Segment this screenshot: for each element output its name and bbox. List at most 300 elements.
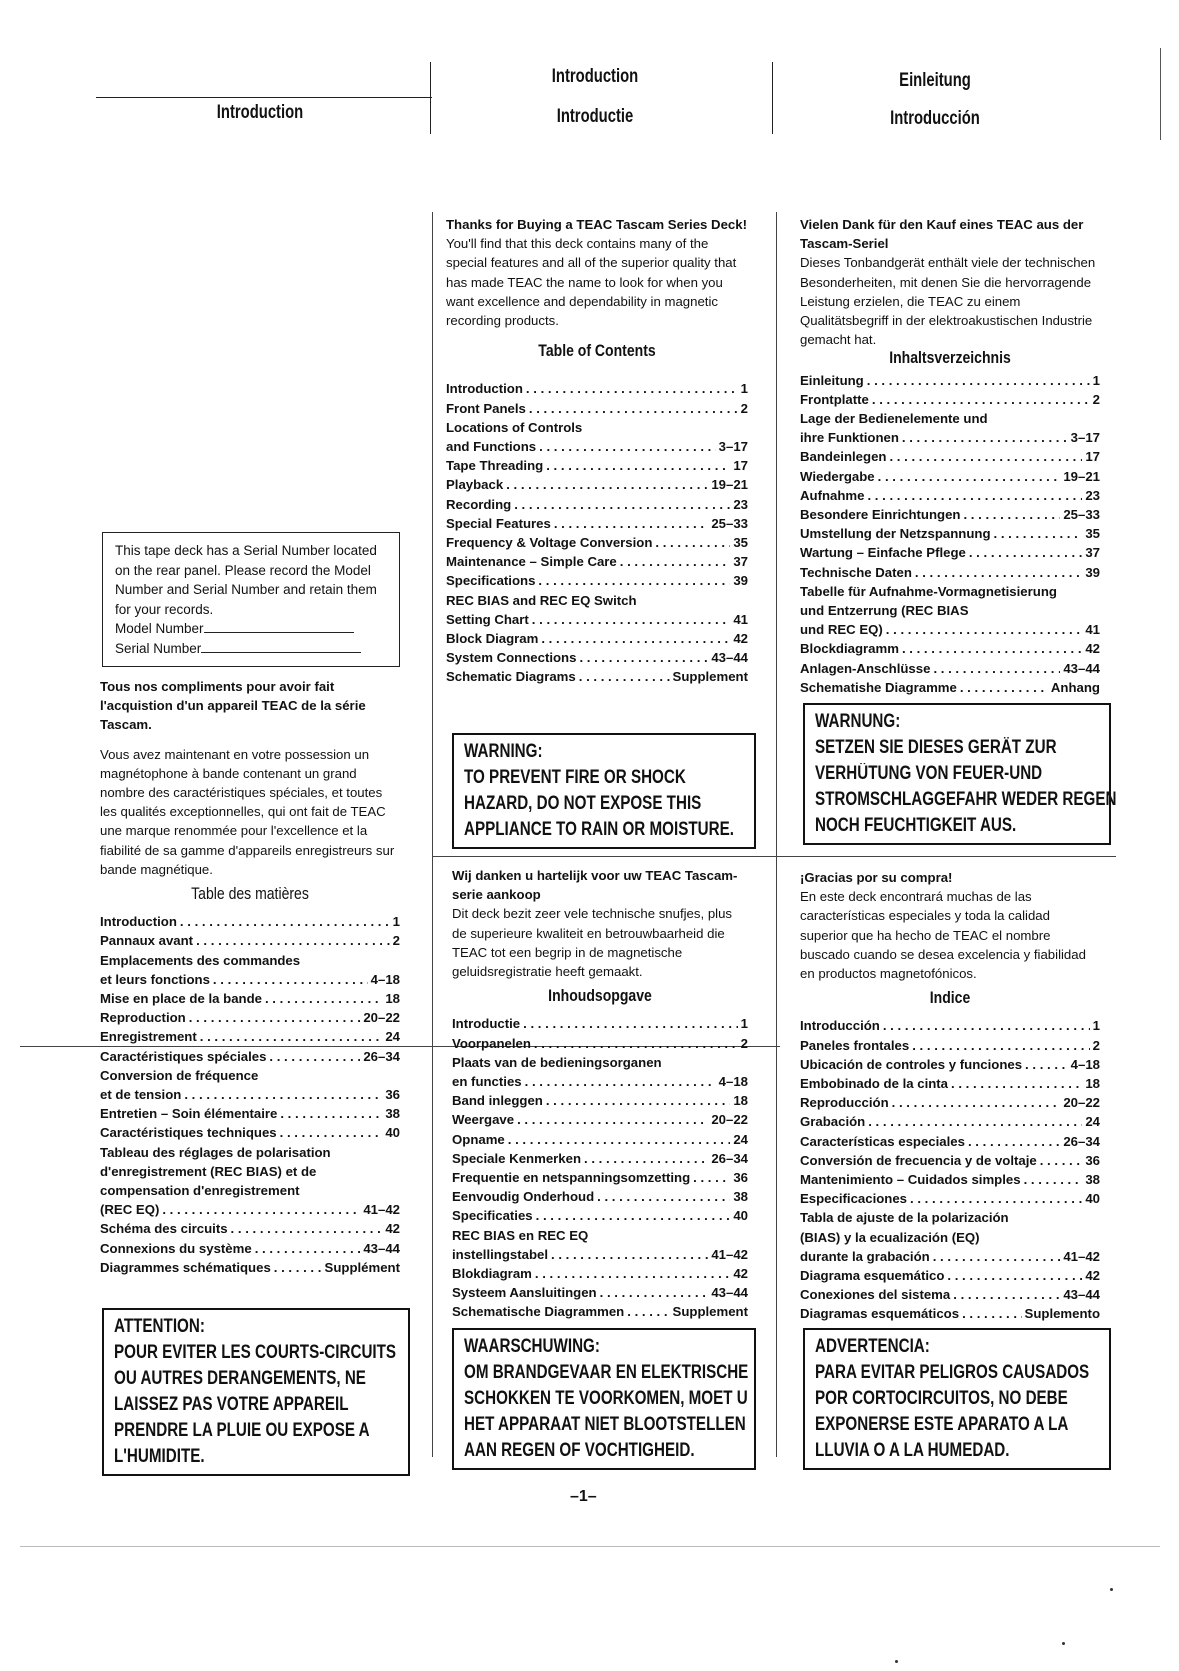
scan-speck bbox=[1062, 1642, 1065, 1645]
english-intro-body: You'll find that this deck contains many of the special features and all of the superior quality that has made TEAC the name to look for when you want excellence and dependability in magnetic recording products. bbox=[446, 236, 737, 329]
french-warning-line: ATTENTION: bbox=[114, 1316, 205, 1337]
toc-page: 41–42 bbox=[1063, 1248, 1100, 1264]
toc-leader bbox=[1025, 1055, 1068, 1074]
german-warning-line: VERHÜTUNG VON FEUER-UND bbox=[815, 763, 1043, 784]
toc-page: 36 bbox=[733, 1170, 748, 1186]
toc-page: 2 bbox=[740, 1035, 748, 1051]
toc-leader bbox=[872, 390, 1090, 409]
model-number-label: Model Number bbox=[115, 621, 204, 636]
toc-label: Playback bbox=[446, 477, 504, 493]
header-divider-right bbox=[772, 62, 773, 134]
german-warning-line: WARNUNG: bbox=[815, 711, 901, 732]
toc-row: Plaats van de bedieningsorganen bbox=[452, 1054, 662, 1070]
toc-row bbox=[452, 1149, 748, 1168]
toc-label: Caractéristiques spéciales bbox=[100, 1048, 267, 1064]
toc-row: Tableau des réglages de polarisation bbox=[100, 1144, 331, 1160]
english-warning-line: APPLIANCE TO RAIN OR MOISTURE. bbox=[464, 819, 734, 840]
toc-leader bbox=[902, 639, 1082, 658]
toc-label: Wiedergabe bbox=[800, 468, 875, 484]
toc-label: Embobinado de la cinta bbox=[800, 1076, 949, 1092]
toc-leader bbox=[162, 1200, 360, 1219]
dutch-warning-line: OM BRANDGEVAAR EN ELEKTRISCHE bbox=[464, 1362, 749, 1383]
toc-leader bbox=[514, 495, 730, 514]
toc-label: and Functions bbox=[446, 439, 537, 455]
bottom-scan-line bbox=[20, 1546, 1160, 1547]
toc-leader bbox=[189, 1008, 361, 1027]
toc-row bbox=[100, 912, 400, 931]
toc-page: 41–42 bbox=[363, 1202, 400, 1218]
toc-leader bbox=[915, 563, 1082, 582]
toc-page: 41–42 bbox=[711, 1246, 748, 1262]
toc-row bbox=[800, 1304, 1100, 1323]
toc-row bbox=[452, 1110, 748, 1129]
toc-row bbox=[800, 639, 1100, 658]
toc-row bbox=[446, 456, 748, 475]
toc-label: System Connections bbox=[446, 650, 577, 666]
toc-page: Supplement bbox=[672, 1304, 748, 1320]
toc-row bbox=[800, 1247, 1100, 1266]
toc-leader bbox=[597, 1187, 730, 1206]
toc-leader bbox=[969, 543, 1082, 562]
toc-row bbox=[446, 629, 748, 648]
french-body: Vous avez maintenant en votre possession un magnétophone à bande contenant un grand nombre des caractéristiques spéciales, et toutes les qualités exceptionnelles, qui ont fait de TEAC une marque renommée pour l'excellence et la fiabilité de sa gamme d'appareils enregistreurs sur bande magnétique. bbox=[100, 746, 395, 877]
toc-page: 43–44 bbox=[711, 1285, 748, 1301]
toc-page: 40 bbox=[733, 1208, 748, 1224]
header-rule bbox=[96, 97, 432, 98]
toc-label: Tape Threading bbox=[446, 458, 544, 474]
column-divider-2 bbox=[776, 212, 777, 1457]
header-right-top: Einleitung bbox=[899, 70, 971, 91]
spanish-intro: ¡Gracias por su compra! bbox=[800, 870, 953, 885]
toc-page: 39 bbox=[733, 573, 748, 589]
header-mid-top: Introduction bbox=[551, 66, 639, 87]
toc-leader bbox=[269, 1047, 360, 1066]
toc-page: 25–33 bbox=[1063, 507, 1100, 523]
toc-leader bbox=[947, 1266, 1082, 1285]
toc-leader bbox=[1024, 1170, 1083, 1189]
french-warning-box bbox=[102, 1308, 410, 1476]
toc-row bbox=[100, 1027, 400, 1046]
toc-label: Speciale Kenmerken bbox=[452, 1150, 582, 1166]
toc-leader bbox=[962, 1304, 1021, 1323]
toc-page: 1 bbox=[740, 381, 748, 397]
toc-row bbox=[452, 1206, 748, 1225]
toc-row bbox=[446, 571, 748, 590]
toc-row bbox=[800, 1016, 1100, 1035]
german-toc-title: Inhaltsverzeichnis bbox=[889, 349, 1011, 368]
toc-leader bbox=[265, 989, 382, 1008]
toc-page: 17 bbox=[1085, 449, 1100, 465]
toc-row bbox=[452, 1264, 748, 1283]
toc-row: REC BIAS and REC EQ Switch bbox=[446, 592, 637, 608]
spanish-warning-line: EXPONERSE ESTE APARATO A LA bbox=[815, 1414, 1069, 1435]
toc-leader bbox=[529, 399, 738, 418]
german-warning-box bbox=[803, 703, 1117, 845]
toc-row bbox=[800, 1112, 1100, 1131]
spanish-body: En este deck encontrará muchas de las características especiales y toda la calidad superior que ha hecho de TEAC el nombre buscado cuando se desea excelencia y fiabilidad en productos magnetofónicos. bbox=[800, 889, 1086, 982]
toc-leader bbox=[889, 447, 1082, 466]
toc-label: Specifications bbox=[446, 573, 536, 589]
toc-label: Einleitung bbox=[800, 372, 864, 388]
toc-row bbox=[800, 1189, 1100, 1208]
toc-label: Voorpanelen bbox=[452, 1035, 531, 1051]
toc-label: Systeem Aansluitingen bbox=[452, 1285, 597, 1301]
toc-row bbox=[800, 447, 1100, 466]
toc-row bbox=[452, 1130, 748, 1149]
french-warning-line: PRENDRE LA PLUIE OU EXPOSE A bbox=[114, 1420, 370, 1441]
toc-row bbox=[446, 399, 748, 418]
toc-row: (BIAS) y la ecualización (EQ) bbox=[800, 1229, 980, 1245]
toc-leader bbox=[525, 1072, 716, 1091]
toc-leader bbox=[867, 486, 1082, 505]
serial-box-text: This tape deck has a Serial Number located on the rear panel. Please record the Model Number and Serial Number and retain them for your records. bbox=[115, 543, 377, 617]
toc-leader bbox=[546, 1091, 730, 1110]
toc-label: Technische Daten bbox=[800, 564, 912, 580]
toc-leader bbox=[184, 1085, 382, 1104]
toc-label: Schematische Diagrammen bbox=[452, 1304, 625, 1320]
toc-row bbox=[446, 437, 748, 456]
toc-label: Schéma des circuits bbox=[100, 1221, 228, 1237]
page-number: –1– bbox=[570, 1488, 597, 1505]
french-section bbox=[100, 677, 400, 1277]
toc-leader bbox=[883, 1016, 1090, 1035]
toc-leader bbox=[280, 1104, 382, 1123]
toc-label: Introducción bbox=[800, 1018, 880, 1034]
toc-row bbox=[800, 543, 1100, 562]
toc-page: 36 bbox=[385, 1087, 400, 1103]
toc-page: 43–44 bbox=[1063, 660, 1100, 676]
toc-page: Anhang bbox=[1050, 679, 1100, 695]
model-number-line[interactable] bbox=[204, 632, 354, 633]
toc-row bbox=[800, 390, 1100, 409]
toc-row bbox=[100, 1258, 400, 1277]
toc-label: Entretien – Soin élémentaire bbox=[100, 1106, 278, 1122]
dutch-toc bbox=[452, 1014, 748, 1321]
toc-page: 4–18 bbox=[1070, 1056, 1100, 1072]
toc-label: Schematic Diagrams bbox=[446, 669, 576, 685]
toc-label: Frequentie en netspanningsomzetting bbox=[452, 1170, 691, 1186]
toc-page: 1 bbox=[740, 1016, 748, 1032]
toc-label: Bandeinlegen bbox=[800, 449, 887, 465]
toc-row bbox=[452, 1072, 748, 1091]
toc-page: 43–44 bbox=[363, 1240, 400, 1256]
toc-leader bbox=[951, 1074, 1082, 1093]
toc-page: 2 bbox=[1092, 391, 1100, 407]
toc-label: Mantenimiento – Cuidados simples bbox=[800, 1172, 1021, 1188]
toc-row bbox=[446, 533, 748, 552]
toc-label: Special Features bbox=[446, 515, 551, 531]
toc-page: 18 bbox=[733, 1093, 748, 1109]
toc-label: und REC EQ) bbox=[800, 622, 883, 638]
toc-label: durante la grabación bbox=[800, 1248, 930, 1264]
toc-row bbox=[100, 970, 400, 989]
serial-number-line[interactable] bbox=[201, 652, 361, 653]
toc-label: (REC EQ) bbox=[100, 1202, 160, 1218]
toc-page: 1 bbox=[1092, 372, 1100, 388]
toc-label: Blockdiagramm bbox=[800, 641, 899, 657]
toc-leader bbox=[627, 1302, 669, 1321]
english-toc-title: Table of Contents bbox=[538, 342, 656, 361]
toc-label: Specificaties bbox=[452, 1208, 533, 1224]
toc-page: 38 bbox=[1085, 1172, 1100, 1188]
header-right-bottom: Introducción bbox=[890, 108, 980, 129]
spanish-toc bbox=[800, 1016, 1100, 1323]
toc-label: Recording bbox=[446, 496, 512, 512]
french-warning-line: LAISSEZ PAS VOTRE APPAREIL bbox=[114, 1394, 349, 1415]
toc-leader bbox=[546, 456, 730, 475]
toc-leader bbox=[867, 371, 1090, 390]
toc-leader bbox=[538, 571, 730, 590]
english-toc bbox=[446, 379, 748, 686]
toc-page: 19–21 bbox=[1063, 468, 1100, 484]
toc-label: Pannaux avant bbox=[100, 933, 194, 949]
toc-leader bbox=[579, 648, 708, 667]
spanish-warning-line: LLUVIA O A LA HUMEDAD. bbox=[815, 1440, 1010, 1461]
german-warning-line: STROMSCHLAGGEFAHR WEDER REGEN bbox=[815, 789, 1117, 810]
toc-page: 41 bbox=[733, 611, 748, 627]
toc-page: 2 bbox=[740, 400, 748, 416]
toc-leader bbox=[968, 1132, 1060, 1151]
toc-row bbox=[446, 475, 748, 494]
column-divider-1 bbox=[432, 212, 433, 1457]
toc-row: REC BIAS en REC EQ bbox=[452, 1227, 589, 1243]
toc-leader bbox=[517, 1110, 708, 1129]
toc-row bbox=[800, 428, 1100, 447]
toc-page: 26–34 bbox=[363, 1048, 400, 1064]
spanish-warning-box bbox=[803, 1328, 1111, 1470]
toc-page: 35 bbox=[733, 535, 748, 551]
toc-leader bbox=[579, 667, 670, 686]
toc-page: 24 bbox=[385, 1029, 400, 1045]
english-section bbox=[446, 215, 748, 687]
french-warning-line: POUR EVITER LES COURTS-CIRCUITS bbox=[114, 1342, 397, 1363]
toc-label: Connexions du système bbox=[100, 1240, 252, 1256]
toc-page: 25–33 bbox=[711, 515, 748, 531]
toc-row: Emplacements des commandes bbox=[100, 952, 301, 968]
toc-row bbox=[100, 1008, 400, 1027]
toc-leader bbox=[554, 514, 709, 533]
french-warning-line: L'HUMIDITE. bbox=[114, 1446, 205, 1467]
toc-row bbox=[800, 467, 1100, 486]
toc-page: 42 bbox=[1085, 641, 1100, 657]
toc-page: 42 bbox=[733, 631, 748, 647]
toc-row bbox=[800, 1170, 1100, 1189]
toc-row: Tabla de ajuste de la polarización bbox=[800, 1210, 1009, 1226]
toc-page: 4–18 bbox=[718, 1074, 748, 1090]
toc-row bbox=[446, 514, 748, 533]
french-toc bbox=[100, 912, 400, 1277]
toc-leader bbox=[539, 437, 716, 456]
english-warning-line: HAZARD, DO NOT EXPOSE THIS bbox=[464, 793, 702, 814]
toc-leader bbox=[280, 1123, 383, 1142]
toc-page: Supplement bbox=[672, 669, 748, 685]
toc-row bbox=[800, 371, 1100, 390]
toc-row bbox=[100, 989, 400, 1008]
french-warning-line: OU AUTRES DERANGEMENTS, NE bbox=[114, 1368, 366, 1389]
toc-row: d'enregistrement (REC BIAS) et de bbox=[100, 1163, 317, 1179]
toc-page: 2 bbox=[1092, 1037, 1100, 1053]
toc-label: Front Panels bbox=[446, 400, 526, 416]
toc-row: und Entzerrung (REC BIAS bbox=[800, 603, 969, 619]
toc-label: Frequency & Voltage Conversion bbox=[446, 535, 653, 551]
spanish-warning-line: POR CORTOCIRCUITOS, NO DEBE bbox=[815, 1388, 1068, 1409]
toc-page: 1 bbox=[392, 914, 400, 930]
toc-row bbox=[100, 1123, 400, 1142]
toc-label: Weergave bbox=[452, 1112, 515, 1128]
toc-row: Locations of Controls bbox=[446, 419, 583, 435]
toc-row bbox=[100, 1239, 400, 1258]
toc-row bbox=[100, 1085, 400, 1104]
toc-leader bbox=[600, 1283, 709, 1302]
toc-row bbox=[446, 379, 748, 398]
toc-leader bbox=[994, 524, 1083, 543]
toc-label: Reproduction bbox=[100, 1010, 186, 1026]
toc-page: 20–22 bbox=[1063, 1095, 1100, 1111]
toc-label: Maintenance – Simple Care bbox=[446, 554, 617, 570]
toc-page: 19–21 bbox=[711, 477, 748, 493]
toc-row bbox=[800, 486, 1100, 505]
toc-leader bbox=[953, 1285, 1060, 1304]
toc-page: 36 bbox=[1085, 1152, 1100, 1168]
toc-leader bbox=[584, 1149, 708, 1168]
french-intro: Tous nos compliments pour avoir fait l'acquistion d'un appareil TEAC de la série Tascam. bbox=[100, 679, 366, 733]
toc-row bbox=[800, 1151, 1100, 1170]
toc-label: Diagrama esquemático bbox=[800, 1268, 945, 1284]
toc-row bbox=[800, 1132, 1100, 1151]
toc-row bbox=[446, 667, 748, 686]
toc-page: 40 bbox=[1085, 1191, 1100, 1207]
dutch-warning-line: SCHOKKEN TE VOORKOMEN, MOET U bbox=[464, 1388, 748, 1409]
toc-row bbox=[800, 1036, 1100, 1055]
toc-page: 4–18 bbox=[370, 971, 400, 987]
toc-label: Introduction bbox=[100, 914, 177, 930]
toc-label: Band inleggen bbox=[452, 1093, 543, 1109]
mid-section-rule bbox=[432, 856, 776, 857]
toc-label: Introduction bbox=[446, 381, 523, 397]
dutch-body: Dit deck bezit zeer vele technische snufjes, plus de superieure kwaliteit en betrouwbaarheid die TEAC tot een begrip in de magnetische geluidsregistratie heeft gemaakt. bbox=[452, 906, 733, 980]
toc-label: Paneles frontales bbox=[800, 1037, 910, 1053]
toc-row: Lage der Bedienelemente und bbox=[800, 411, 988, 427]
toc-label: instellingstabel bbox=[452, 1246, 548, 1262]
toc-page: 3–17 bbox=[1070, 430, 1100, 446]
toc-leader bbox=[535, 1264, 730, 1283]
toc-leader bbox=[231, 1219, 383, 1238]
toc-leader bbox=[532, 610, 731, 629]
toc-label: Anlagen-Anschlüsse bbox=[800, 660, 931, 676]
toc-page: 1 bbox=[1092, 1018, 1100, 1034]
toc-page: 43–44 bbox=[711, 650, 748, 666]
toc-page: 38 bbox=[733, 1189, 748, 1205]
toc-label: ihre Funktionen bbox=[800, 430, 899, 446]
dutch-warning-line: WAARSCHUWING: bbox=[464, 1336, 600, 1357]
toc-row bbox=[446, 552, 748, 571]
german-warning-line: NOCH FEUCHTIGKEIT AUS. bbox=[815, 815, 1017, 836]
toc-leader bbox=[892, 1093, 1061, 1112]
header-divider-left bbox=[430, 62, 431, 134]
toc-page: 20–22 bbox=[363, 1010, 400, 1026]
toc-leader bbox=[693, 1168, 730, 1187]
toc-row bbox=[800, 563, 1100, 582]
toc-page: 26–34 bbox=[711, 1150, 748, 1166]
toc-label: Diagrammes schématiques bbox=[100, 1259, 271, 1275]
toc-leader bbox=[963, 505, 1060, 524]
toc-row bbox=[452, 1245, 748, 1264]
toc-row: Tabelle für Aufnahme-Vormagnetisierung bbox=[800, 583, 1057, 599]
toc-leader bbox=[886, 620, 1083, 639]
english-warning-box bbox=[452, 733, 756, 849]
english-warning-line: TO PREVENT FIRE OR SHOCK bbox=[464, 767, 686, 788]
toc-leader bbox=[523, 1014, 738, 1033]
toc-label: Enregistrement bbox=[100, 1029, 197, 1045]
toc-leader bbox=[180, 912, 390, 931]
toc-label: Características especiales bbox=[800, 1133, 965, 1149]
toc-leader bbox=[508, 1130, 731, 1149]
toc-label: et de tension bbox=[100, 1087, 182, 1103]
toc-label: Wartung – Einfache Pflege bbox=[800, 545, 966, 561]
german-intro-body: Dieses Tonbandgerät enthält viele der technischen Besonderheiten, mit denen Sie die hervorragende Leistung erzielen, die TEAC zu einem Qualitätsbegriff in der elektroakustischen Industrie gemacht hat. bbox=[800, 255, 1096, 348]
toc-page: 35 bbox=[1085, 526, 1100, 542]
toc-label: Schematishe Diagramme bbox=[800, 679, 957, 695]
toc-row bbox=[800, 1285, 1100, 1304]
toc-row bbox=[800, 620, 1100, 639]
toc-page: 42 bbox=[1085, 1268, 1100, 1284]
toc-row bbox=[452, 1168, 748, 1187]
toc-page: 37 bbox=[733, 554, 748, 570]
toc-leader bbox=[526, 379, 738, 398]
toc-row bbox=[100, 1047, 400, 1066]
german-warning-line: SETZEN SIE DIESES GERÄT ZUR bbox=[815, 737, 1057, 758]
toc-page: 2 bbox=[392, 933, 400, 949]
dutch-section bbox=[452, 866, 748, 1322]
toc-row bbox=[800, 659, 1100, 678]
dutch-warning-line: AAN REGEN OF VOCHTIGHEID. bbox=[464, 1440, 695, 1461]
header-left: Introduction bbox=[216, 102, 304, 123]
toc-label: Introductie bbox=[452, 1016, 521, 1032]
toc-leader bbox=[960, 678, 1048, 697]
toc-page: 24 bbox=[733, 1131, 748, 1147]
spanish-warning-line: PARA EVITAR PELIGROS CAUSADOS bbox=[815, 1362, 1090, 1383]
toc-row bbox=[452, 1302, 748, 1321]
toc-label: Aufnahme bbox=[800, 487, 865, 503]
toc-page: 24 bbox=[1085, 1114, 1100, 1130]
toc-row bbox=[800, 1055, 1100, 1074]
toc-leader bbox=[1040, 1151, 1083, 1170]
toc-page: 23 bbox=[1085, 487, 1100, 503]
serial-number-box bbox=[102, 532, 400, 667]
toc-label: Frontplatte bbox=[800, 391, 869, 407]
toc-row bbox=[800, 678, 1100, 697]
toc-row bbox=[452, 1014, 748, 1033]
toc-page: 40 bbox=[385, 1125, 400, 1141]
toc-leader bbox=[933, 659, 1060, 678]
toc-page: Supplément bbox=[324, 1259, 400, 1275]
toc-leader bbox=[655, 533, 730, 552]
toc-label: Especificaciones bbox=[800, 1191, 908, 1207]
toc-leader bbox=[274, 1258, 322, 1277]
french-toc-title: Table des matières bbox=[191, 885, 309, 904]
toc-leader bbox=[536, 1206, 731, 1225]
toc-leader bbox=[868, 1112, 1082, 1131]
toc-label: Setting Chart bbox=[446, 611, 529, 627]
toc-leader bbox=[620, 552, 731, 571]
toc-row bbox=[100, 1200, 400, 1219]
toc-row bbox=[100, 931, 400, 950]
toc-page: 26–34 bbox=[1063, 1133, 1100, 1149]
toc-page: 38 bbox=[385, 1106, 400, 1122]
serial-number-label: Serial Number bbox=[115, 640, 202, 656]
toc-label: Blokdiagram bbox=[452, 1266, 532, 1282]
toc-leader bbox=[506, 475, 708, 494]
